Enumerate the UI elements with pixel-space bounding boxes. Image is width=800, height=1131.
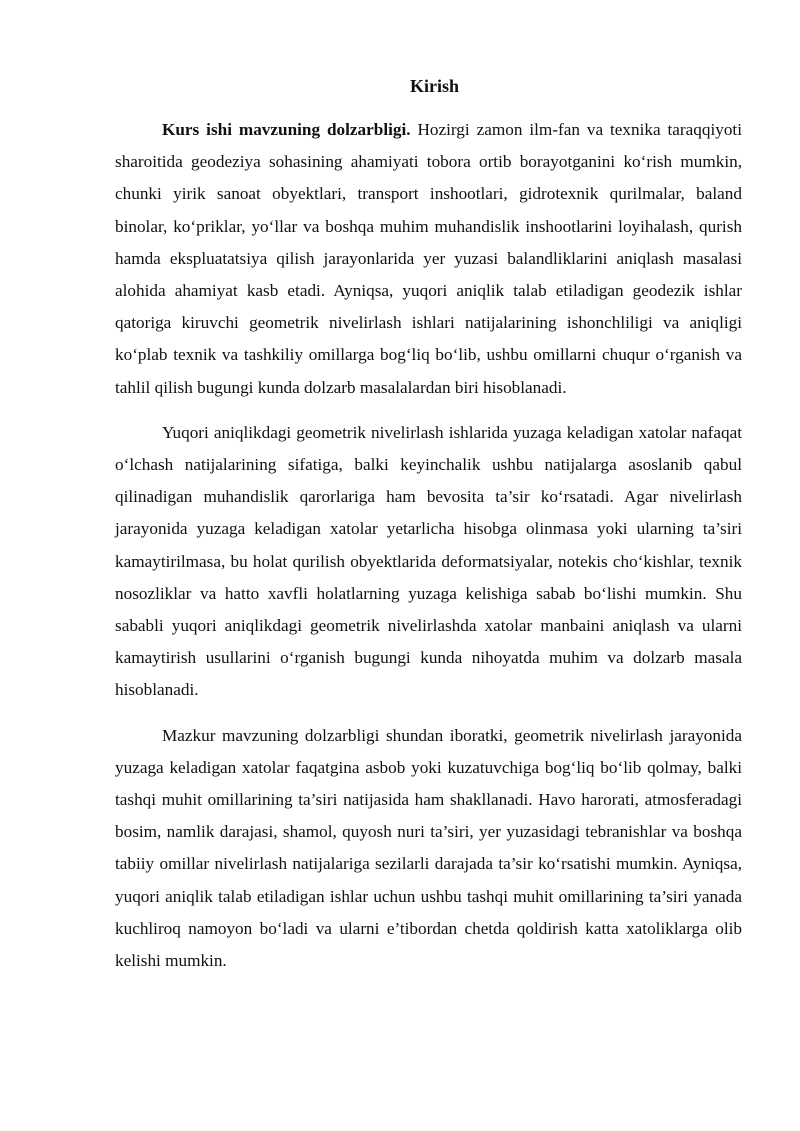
paragraph-3: [115, 720, 742, 978]
page-title: Kirish: [409, 76, 459, 96]
paragraph-2: [115, 417, 742, 707]
paragraph-1: [115, 114, 742, 404]
paragraph-text: Yuqori aniqlikdagi geometrik nivelirlash ishlarida yuzaga keladigan xatolar nafaqat o‘lchash natijalarining sifatiga, balki keyinchalik ushbu natijalarga asoslanib qabul qilinadigan muhandislik qarorlariga ham bevosita ta’sir ko‘rsatadi. Agar nivelirlash jarayonida yuzaga keladigan xatolar yetarlicha hisobga olinmasa yoki ularning ta’siri kamaytirilmasa, bu holat qurilish obyektlarida deformatsiyalar, notekis cho‘kishlar, texnik nosozliklar va hatto xavfli holatlarning yuzaga kelishiga sabab bo‘lishi mumkin. Shu sababli yuqori aniqlikdagi geometrik nivelirlashda xatolar manbaini aniqlash va ularni kamaytirish usullarini o‘rganish bugungi kunda nihoyatda muhim va dolzarb masala hisoblanadi.: [115, 422, 742, 700]
document-page: [115, 72, 742, 990]
paragraph-lead: Kurs ishi mavzuning dolzarbligi.: [162, 120, 411, 139]
paragraph-text: Hozirgi zamon ilm-fan va texnika taraqqiyoti sharoitida geodeziya sohasining ahamiyati tobora ortib borayotganini ko‘rish mumkin, chunki yirik sanoat obyektlari, transport inshootlari, gidrotexnik qurilmalar, baland binolar, ko‘priklar, yo‘llar va boshqa muhim muhandislik inshootlarini loyihalash, qurish hamda ekspluatatsiya qilish jarayonlarida yer yuzasi balandliklarini aniqlash masalasi alohida ahamiyat kasb etadi. Ayniqsa, yuqori aniqlik talab etiladigan geodezik ishlar qatoriga kiruvchi geometrik nivelirlash ishlari natijalarining ishonchliligi va aniqligi ko‘plab texnik va tashkiliy omillarga bog‘liq bo‘lib, ushbu omillarni chuqur o‘rganish va tahlil qilish bugungi kunda dolzarb masalalardan biri hisoblanadi.: [115, 120, 742, 397]
paragraph-text: Mazkur mavzuning dolzarbligi shundan iboratki, geometrik nivelirlash jarayonida yuzaga keladigan xatolar faqatgina asbob yoki kuzatuvchiga bog‘liq bo‘lib qolmay, balki tashqi muhit omillarining ta’siri natijasida ham shakllanadi. Havo harorati, atmosferadagi bosim, namlik darajasi, shamol, quyosh nuri ta’siri, yer yuzasidagi tebranishlar va boshqa tabiiy omillar nivelirlash natijalariga sezilarli darajada ta’sir ko‘rsatishi mumkin. Ayniqsa, yuqori aniqlik talab etiladigan ishlar uchun ushbu tashqi muhit omillarining ta’siri yanada kuchliroq namoyon bo‘ladi va ularni e’tibordan chetda qoldirish katta xatoliklarga olib kelishi mumkin.: [115, 725, 742, 971]
